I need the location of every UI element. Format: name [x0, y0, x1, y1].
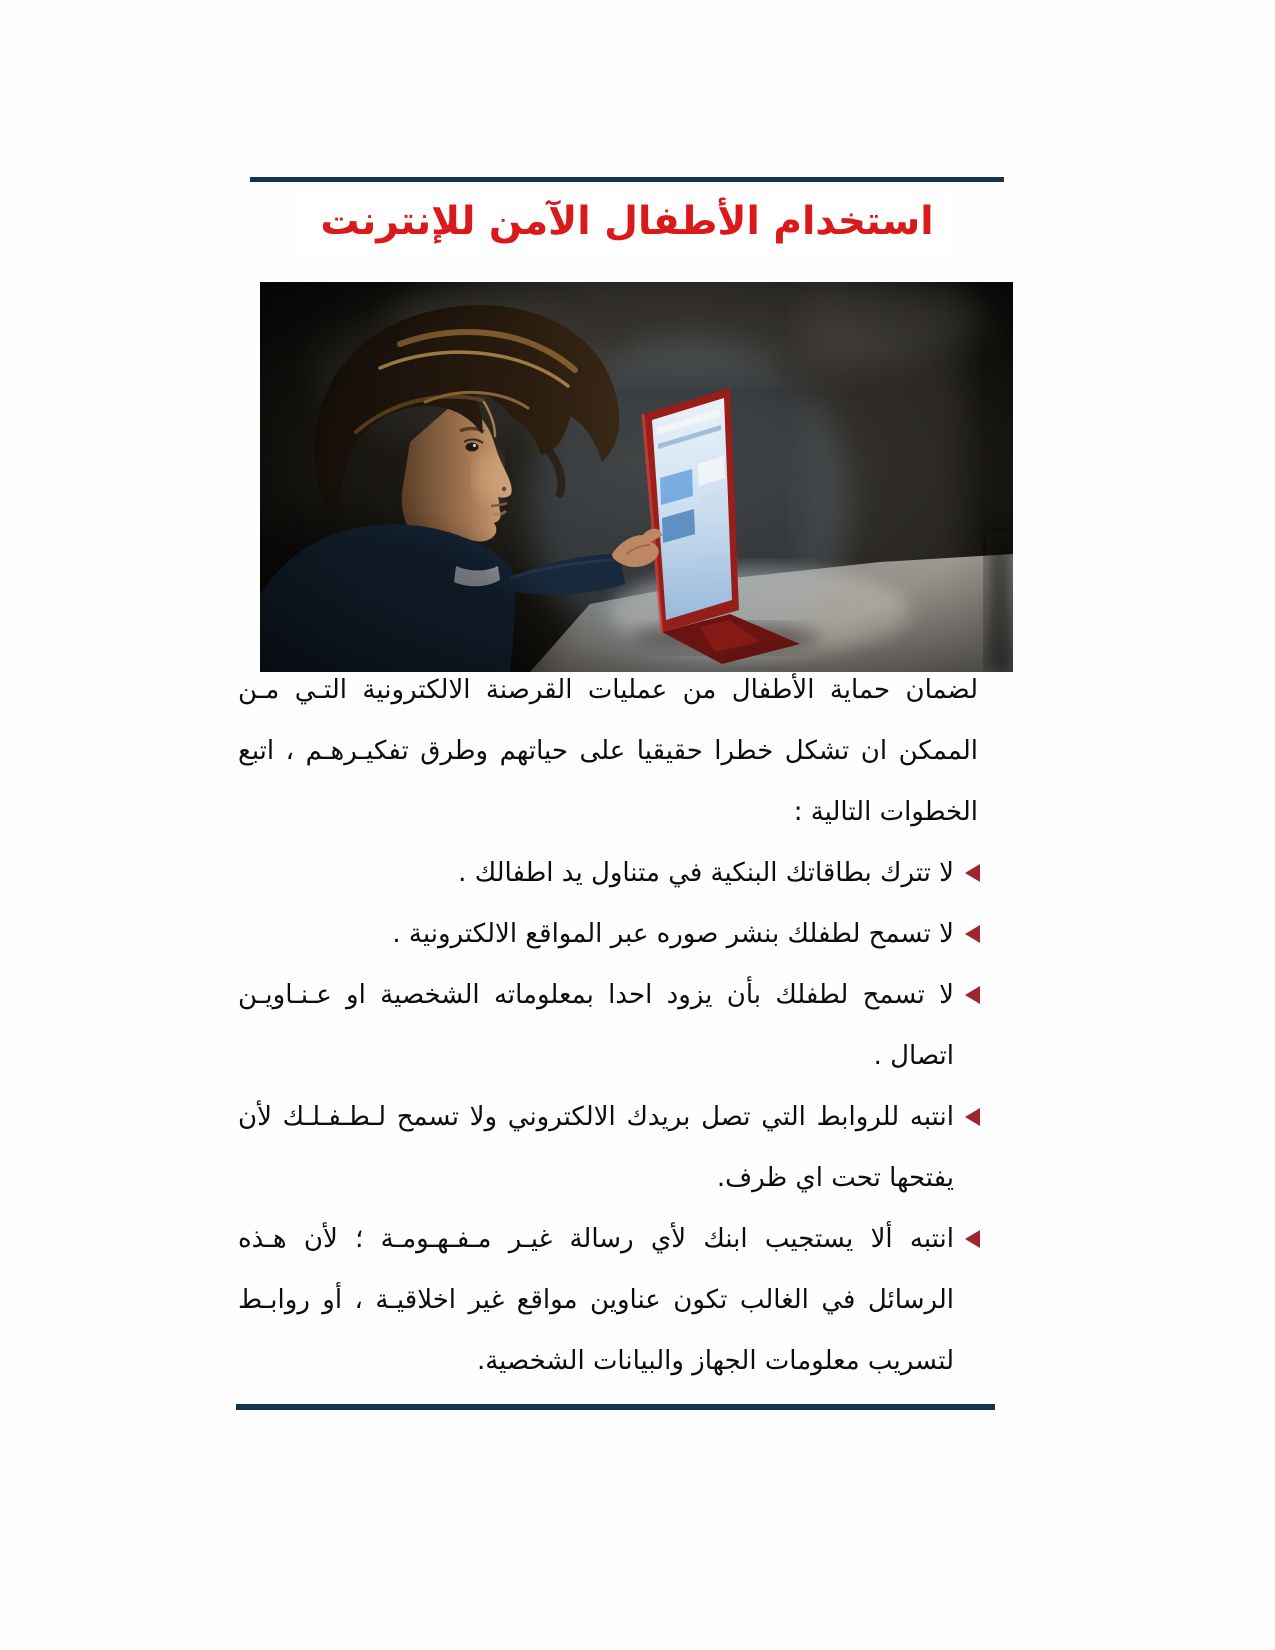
- bullet-arrow-icon: [965, 864, 980, 882]
- safety-step-item: [238, 1209, 978, 1392]
- title-container: [250, 190, 1004, 254]
- safety-step-item: [238, 904, 978, 965]
- page-title: استخدام الأطفال الآمن للإنترنت: [300, 190, 953, 254]
- safety-step-text: انتبه للروابط التي تصل بريدك الالكتروني ولا تسمح لـطـفـلـك لأن يفتحها تحت اي ظرف.: [238, 1102, 954, 1193]
- bottom-divider-rule: [236, 1404, 995, 1410]
- bullet-arrow-icon: [965, 986, 980, 1004]
- safety-step-item: [238, 1087, 978, 1209]
- safety-step-item: [238, 965, 978, 1087]
- safety-step-text: لا تسمح لطفلك بنشر صوره عبر المواقع الالكترونية .: [392, 919, 954, 949]
- safety-step-text: لا تسمح لطفلك بأن يزود احدا بمعلوماته الشخصية او عـنـاويـن اتصال .: [238, 980, 954, 1071]
- child-using-tablet-photo: [260, 282, 1013, 672]
- safety-step-text: انتبه ألا يستجيب ابنك لأي رسالة غيـر مـفـهـومـة ؛ لأن هـذه الرسائل في الغالب تكون عناوين مواقع غير اخلاقيـة ، أو روابـط لتسريب معلومات الجهاز والبيانات الشخصية.: [238, 1224, 954, 1376]
- intro-paragraph: لضمان حماية الأطفال من عمليات القرصنة الالكترونية التـي مـن الممكن ان تشكل خطرا حقيقيا على حياتهم وطرق تفكيـرهـم ، اتبع الخطوات التالية :: [238, 675, 978, 827]
- safety-step-text: لا تترك بطاقاتك البنكية في متناول يد اطفالك .: [458, 858, 954, 888]
- bullet-arrow-icon: [965, 1108, 980, 1126]
- bullet-arrow-icon: [965, 925, 980, 943]
- safety-step-item: [238, 843, 978, 904]
- safety-steps-list: [238, 843, 978, 1392]
- photo-illustration: [260, 282, 1013, 672]
- article-body: [238, 660, 978, 1392]
- top-divider-rule: [250, 177, 1004, 182]
- bullet-arrow-icon: [965, 1230, 980, 1248]
